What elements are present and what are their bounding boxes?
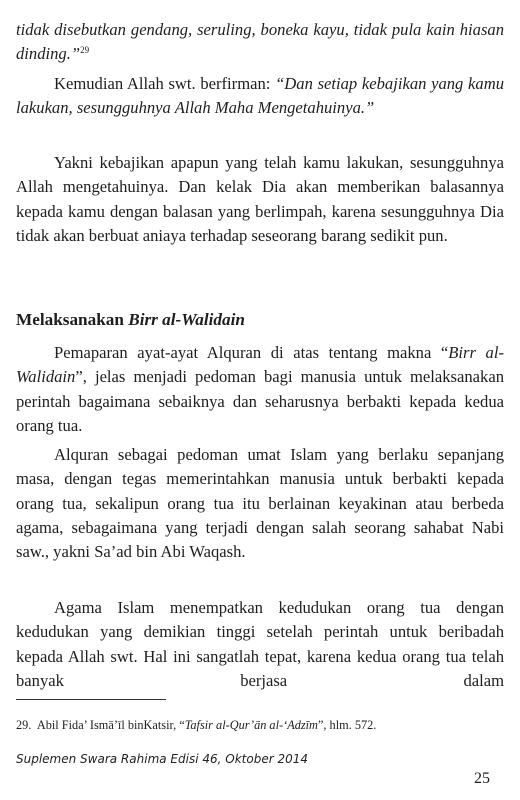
footnote-author: Abil Fida’ Ismā’īl binKatsir, “ xyxy=(36,718,185,732)
paragraph-birr-term: Birr al-Walidain xyxy=(16,343,504,387)
verse-quote: “Dan setiap kebajikan yang kamu lakukan, sesungguhnya Allah Maha Mengetahuinya.” xyxy=(16,74,504,118)
section-heading-plain: Melaksanakan xyxy=(16,310,129,329)
paragraph-birr-part2: ”, jelas menjadi pedoman bagi manusia untuk melaksanakan perintah bagaimana sebaiknya dan seharusnya berbakti kepada kedua orang tua. xyxy=(16,367,504,435)
paragraph-lead: Kemudian Allah swt. berfirman: xyxy=(54,74,276,93)
paragraph-alquran: Alquran sebagai pedoman umat Islam yang berlaku sepanjang masa, dengan tegas memerintahkan manusia untuk berbakti kepada orang tua, sekalipun orang tua itu berlainan keyakinan atau berbeda agama, sebagaimana yang terjadi dengan salah seorang sahabat Nabi saw., yakni Sa’ad bin Abi Waqash. xyxy=(16,445,504,562)
footnote-number: 29. xyxy=(16,718,32,732)
paragraph-birr-part1: Pemaparan ayat-ayat Alquran di atas tentang makna “ xyxy=(54,343,449,362)
footnote-title: Tafsir al-Qur’ān al-‘Adzīm xyxy=(184,718,318,732)
footnote-rest: ”, hlm. 572. xyxy=(317,718,377,732)
paragraph-continuation-text: tidak disebutkan gendang, seruling, boneka kayu, tidak pula kain hiasan dinding.” xyxy=(16,20,504,64)
page-number: 25 xyxy=(474,770,490,787)
publication-footer: Suplemen Swara Rahima Edisi 46, Oktober 2014 xyxy=(16,752,308,766)
section-heading-italic: Birr al-Walidain xyxy=(128,310,245,329)
paragraph-birr xyxy=(16,341,504,438)
footnote xyxy=(16,717,504,733)
paragraph-continuation xyxy=(16,18,504,67)
section-heading xyxy=(16,310,504,330)
paragraph-explanation: Yakni kebajikan apapun yang telah kamu lakukan, sesungguhnya Allah mengetahuinya. Dan kelak Dia akan memberikan balasannya kepada kamu dengan balasan yang berlimpah, karena sesungguhnya Dia tidak akan berbuat aniaya terhadap seseorang barang sedikit pun. xyxy=(16,153,504,245)
paragraph-quran-verse xyxy=(16,72,504,121)
footnote-divider xyxy=(16,699,166,700)
footnote-ref: 29 xyxy=(80,45,90,56)
paragraph-agama-islam: Agama Islam menempatkan kedudukan orang tua dengan kedudukan yang demikian tinggi setelah perintah untuk beribadah kepada Allah swt. Hal ini sangatlah tepat, karena kedua orang tua telah banyak berjasa dalam xyxy=(16,598,504,690)
